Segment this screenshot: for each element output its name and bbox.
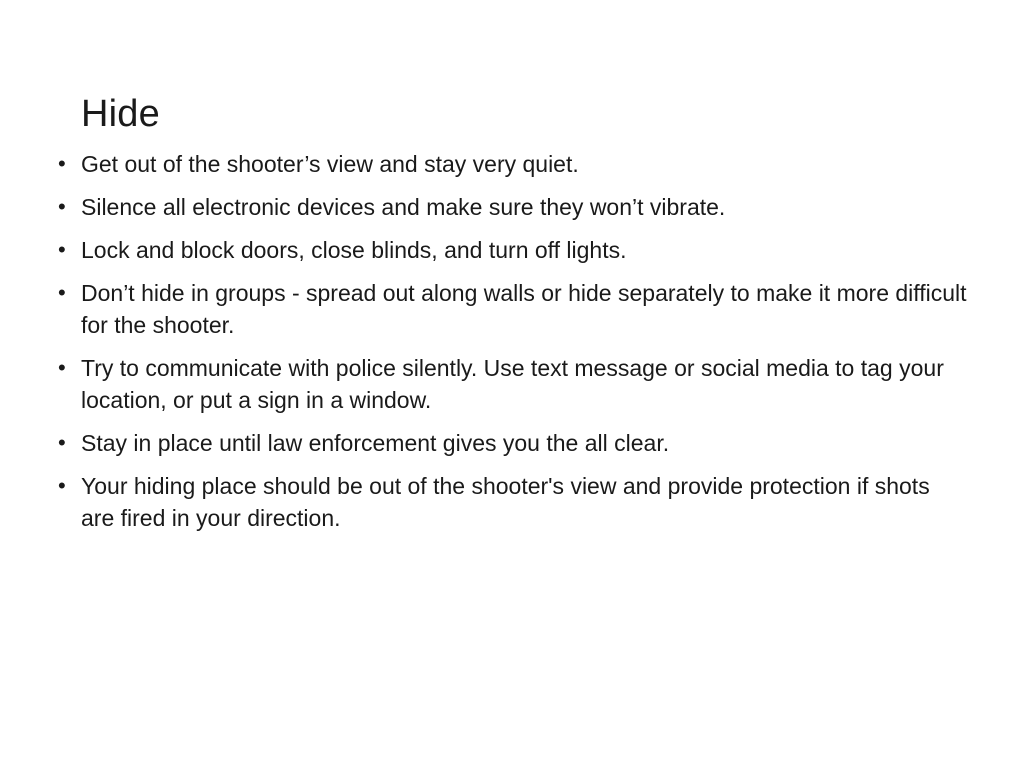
bullet-text: Get out of the shooter’s view and stay very quiet. (81, 151, 579, 177)
bullet-item (58, 191, 968, 223)
bullet-text: Don’t hide in groups - spread out along walls or hide separately to make it more difficult for the shooter. (81, 280, 967, 338)
bullet-dot-icon: • (58, 280, 66, 305)
slide-title: Hide (81, 93, 160, 135)
bullet-text: Your hiding place should be out of the shooter's view and provide protection if shots are fired in your direction. (81, 473, 930, 531)
bullet-dot-icon: • (58, 355, 66, 380)
bullet-text: Try to communicate with police silently. Use text message or social media to tag your location, or put a sign in a window. (81, 355, 944, 413)
bullet-dot-icon: • (58, 473, 66, 498)
bullet-text: Stay in place until law enforcement gives you the all clear. (81, 430, 670, 456)
bullet-item (58, 470, 968, 534)
bullet-dot-icon: • (58, 237, 66, 262)
bullet-dot-icon: • (58, 430, 66, 455)
bullet-text: Silence all electronic devices and make sure they won’t vibrate. (81, 194, 726, 220)
bullet-item (58, 277, 968, 341)
bullet-list (58, 148, 968, 545)
bullet-item (58, 427, 968, 459)
bullet-dot-icon: • (58, 151, 66, 176)
bullet-item (58, 352, 968, 416)
bullet-item (58, 234, 968, 266)
bullet-dot-icon: • (58, 194, 66, 219)
bullet-text: Lock and block doors, close blinds, and turn off lights. (81, 237, 627, 263)
bullet-item (58, 148, 968, 180)
